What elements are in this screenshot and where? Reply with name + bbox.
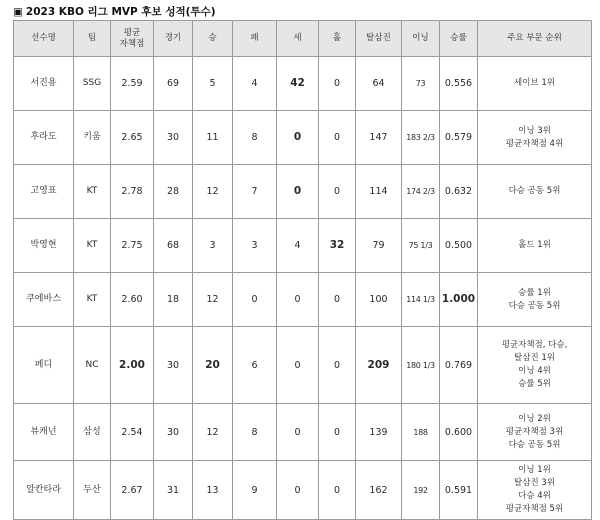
cell-save: 4	[277, 219, 319, 273]
ranking-line: 세이브 1위	[514, 78, 555, 88]
cell-loss: 6	[233, 327, 277, 404]
cell-pct: 0.600	[440, 404, 478, 461]
cell-major-rankings	[478, 273, 592, 327]
cell-loss: 7	[233, 165, 277, 219]
cell-hold: 0	[319, 165, 356, 219]
ranking-line: 탈삼진 3위	[514, 478, 555, 488]
cell-era: 2.67	[111, 461, 154, 520]
cell-ip: 183 2/3	[402, 111, 440, 165]
column-header: 승률	[440, 21, 478, 57]
cell-hold: 0	[319, 57, 356, 111]
ranking-line: 홀드 1위	[518, 240, 551, 250]
column-header: 패	[233, 21, 277, 57]
cell-win: 5	[193, 57, 233, 111]
cell-major-rankings	[478, 219, 592, 273]
cell-loss: 8	[233, 111, 277, 165]
column-header: 팀	[74, 21, 111, 57]
cell-team: KT	[74, 165, 111, 219]
ranking-line: 이닝 1위	[518, 465, 551, 475]
ranking-line: 평균자책점, 다승,	[501, 340, 568, 350]
cell-major-rankings	[478, 57, 592, 111]
ranking-line: 다승 4위	[518, 491, 551, 501]
cell-ip: 192	[402, 461, 440, 520]
cell-era: 2.78	[111, 165, 154, 219]
cell-hold: 0	[319, 404, 356, 461]
cell-games: 30	[154, 111, 193, 165]
cell-games: 18	[154, 273, 193, 327]
cell-team: SSG	[74, 57, 111, 111]
header-row	[14, 21, 592, 57]
cell-games: 31	[154, 461, 193, 520]
cell-ip: 114 1/3	[402, 273, 440, 327]
cell-win: 12	[193, 273, 233, 327]
column-header: 경기	[154, 21, 193, 57]
table-row	[14, 273, 592, 327]
ranking-line: 이닝 4위	[518, 366, 551, 376]
cell-era: 2.65	[111, 111, 154, 165]
cell-games: 69	[154, 57, 193, 111]
cell-pct: 0.769	[440, 327, 478, 404]
ranking-line: 탈삼진 1위	[514, 353, 555, 363]
table-row	[14, 327, 592, 404]
cell-win: 3	[193, 219, 233, 273]
table-body	[14, 57, 592, 520]
cell-save: 0	[277, 404, 319, 461]
cell-so: 100	[356, 273, 402, 327]
cell-save: 0	[277, 111, 319, 165]
cell-win: 12	[193, 165, 233, 219]
cell-hold: 0	[319, 111, 356, 165]
cell-team: 삼성	[74, 404, 111, 461]
cell-loss: 0	[233, 273, 277, 327]
cell-name: 박영현	[14, 219, 74, 273]
table-row	[14, 219, 592, 273]
cell-era: 2.54	[111, 404, 154, 461]
cell-save: 0	[277, 273, 319, 327]
pitcher-stats-table	[13, 20, 592, 520]
cell-so: 162	[356, 461, 402, 520]
cell-so: 64	[356, 57, 402, 111]
cell-ip: 174 2/3	[402, 165, 440, 219]
cell-name: 쿠에바스	[14, 273, 74, 327]
table-row	[14, 165, 592, 219]
ranking-line: 다승 공동 5위	[508, 439, 561, 450]
table-row	[14, 111, 592, 165]
cell-so: 209	[356, 327, 402, 404]
cell-ip: 73	[402, 57, 440, 111]
cell-games: 30	[154, 404, 193, 461]
cell-era: 2.59	[111, 57, 154, 111]
column-header: 평균 자책점	[111, 21, 154, 57]
column-header: 탈삼진	[356, 21, 402, 57]
cell-loss: 8	[233, 404, 277, 461]
cell-save: 42	[277, 57, 319, 111]
cell-loss: 4	[233, 57, 277, 111]
title-square-icon: ▣	[13, 6, 23, 18]
column-header: 세	[277, 21, 319, 57]
ranking-line: 승률 5위	[518, 379, 551, 389]
cell-games: 30	[154, 327, 193, 404]
cell-name: 뷰캐넌	[14, 404, 74, 461]
column-header: 홀	[319, 21, 356, 57]
cell-pct: 0.579	[440, 111, 478, 165]
cell-loss: 3	[233, 219, 277, 273]
cell-win: 11	[193, 111, 233, 165]
cell-save: 0	[277, 461, 319, 520]
cell-era: 2.60	[111, 273, 154, 327]
column-header: 이닝	[402, 21, 440, 57]
cell-so: 114	[356, 165, 402, 219]
cell-major-rankings	[478, 461, 592, 520]
ranking-line: 평균자책점 3위	[505, 426, 564, 437]
cell-hold: 0	[319, 327, 356, 404]
table-title	[13, 4, 216, 19]
cell-games: 68	[154, 219, 193, 273]
cell-name: 고영표	[14, 165, 74, 219]
cell-games: 28	[154, 165, 193, 219]
cell-major-rankings	[478, 111, 592, 165]
column-header: 승	[193, 21, 233, 57]
table-row	[14, 57, 592, 111]
cell-so: 147	[356, 111, 402, 165]
cell-team: KT	[74, 273, 111, 327]
cell-hold: 0	[319, 461, 356, 520]
cell-win: 13	[193, 461, 233, 520]
cell-ip: 188	[402, 404, 440, 461]
cell-pct: 0.500	[440, 219, 478, 273]
cell-name: 후라도	[14, 111, 74, 165]
cell-pct: 0.632	[440, 165, 478, 219]
cell-loss: 9	[233, 461, 277, 520]
ranking-line: 이닝 2위	[518, 413, 551, 424]
cell-ip: 180 1/3	[402, 327, 440, 404]
cell-win: 20	[193, 327, 233, 404]
cell-team: NC	[74, 327, 111, 404]
cell-major-rankings	[478, 165, 592, 219]
cell-hold: 0	[319, 273, 356, 327]
table-row	[14, 461, 592, 520]
cell-pct: 0.556	[440, 57, 478, 111]
cell-pct: 0.591	[440, 461, 478, 520]
cell-major-rankings	[478, 404, 592, 461]
cell-hold: 32	[319, 219, 356, 273]
ranking-line: 이닝 3위	[518, 125, 551, 136]
ranking-line: 승률 1위	[518, 287, 551, 298]
table-row	[14, 404, 592, 461]
title-text: 2023 KBO 리그 MVP 후보 성적(투수)	[25, 6, 216, 18]
cell-so: 139	[356, 404, 402, 461]
cell-name: 알칸타라	[14, 461, 74, 520]
cell-team: 두산	[74, 461, 111, 520]
cell-save: 0	[277, 327, 319, 404]
cell-era: 2.75	[111, 219, 154, 273]
cell-team: 키움	[74, 111, 111, 165]
cell-so: 79	[356, 219, 402, 273]
cell-ip: 75 1/3	[402, 219, 440, 273]
cell-era: 2.00	[111, 327, 154, 404]
cell-pct: 1.000	[440, 273, 478, 327]
cell-team: KT	[74, 219, 111, 273]
cell-name: 서진용	[14, 57, 74, 111]
ranking-line: 다승 공동 5위	[508, 186, 561, 196]
ranking-line: 다승 공동 5위	[508, 300, 561, 311]
column-header: 선수명	[14, 21, 74, 57]
ranking-line: 평균자책점 4위	[505, 138, 564, 149]
ranking-line: 평균자책점 5위	[505, 504, 564, 514]
cell-win: 12	[193, 404, 233, 461]
column-header: 주요 부문 순위	[478, 21, 592, 57]
cell-save: 0	[277, 165, 319, 219]
cell-major-rankings	[478, 327, 592, 404]
cell-name: 페디	[14, 327, 74, 404]
